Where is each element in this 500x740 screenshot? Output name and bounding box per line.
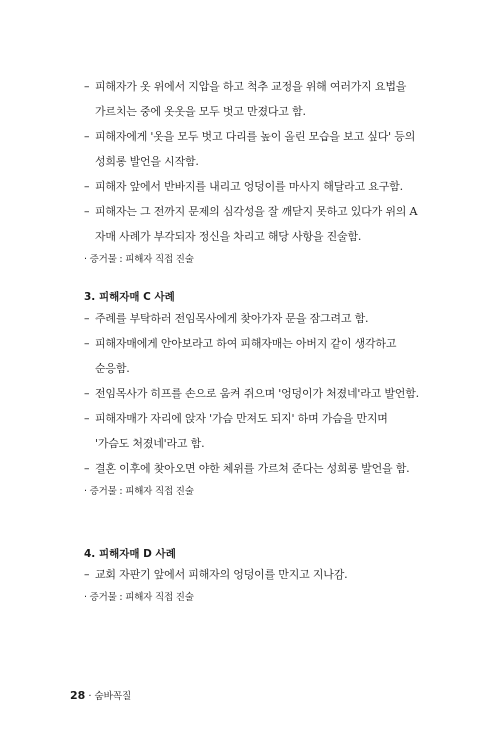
case-c-section — [84, 306, 424, 502]
item-text: 피해자는 그 전까지 문제의 심각성을 잘 깨닫지 못하고 있다가 위의 A 자매 사례가 부각되자 정신을 차리고 해당 사항을 진술함. — [95, 205, 418, 243]
item-text: 교회 자판기 앞에서 피해자의 엉덩이를 만지고 지나감. — [95, 568, 348, 581]
item-text: 피해자매에게 안아보라고 하여 피해자매는 아버지 같이 생각하고 순응함. — [95, 337, 397, 375]
page-number: 28 — [70, 689, 86, 702]
item-text: 피해자매가 자리에 앉자 '가슴 만져도 되지' 하며 가슴을 만지며 '가슴도 처졌네'라고 함. — [95, 412, 388, 450]
evidence-note: · 증거물 : 피해자 직접 진술 — [84, 486, 194, 497]
list-item — [84, 74, 424, 124]
item-text: 피해자에게 '옷을 모두 벗고 다리를 높이 올린 모습을 보고 싶다' 등의 성희롱 발언을 시작함. — [95, 130, 416, 168]
item-text: 전임목사가 히프를 손으로 움켜 쥐으며 '엉덩이가 처졌네'라고 발언함. — [95, 387, 419, 400]
dash-bullet: – — [84, 387, 90, 400]
book-title: 숨바꼭질 — [94, 691, 132, 702]
dash-bullet: – — [84, 412, 90, 425]
section-heading-case-c: 3. 피해자매 C 사례 — [84, 291, 175, 303]
dash-bullet: – — [84, 130, 90, 143]
case-d-section — [84, 562, 424, 608]
dash-bullet: – — [84, 568, 90, 581]
dash-bullet: – — [84, 462, 90, 475]
list-item — [84, 199, 424, 249]
list-item — [84, 562, 424, 587]
dash-bullet: – — [84, 205, 90, 218]
item-text: 피해자 앞에서 반바지를 내리고 엉덩이를 마사지 해달라고 요구함. — [95, 180, 403, 193]
evidence-note: · 증거물 : 피해자 직접 진술 — [84, 254, 194, 265]
list-item — [84, 381, 424, 406]
item-text: 주례를 부탁하러 전임목사에게 찾아가자 문을 잠그려고 함. — [95, 312, 369, 325]
list-item — [84, 124, 424, 174]
item-text: 결혼 이후에 찾아오면 야한 체위를 가르쳐 준다는 성희롱 발언을 함. — [95, 462, 410, 475]
footer-separator: · — [88, 691, 92, 702]
case-b-section — [84, 74, 424, 270]
dash-bullet: – — [84, 337, 90, 350]
list-item — [84, 174, 424, 199]
list-item — [84, 456, 424, 481]
dash-bullet: – — [84, 180, 90, 193]
dash-bullet: – — [84, 312, 90, 325]
list-item — [84, 306, 424, 331]
page-footer — [70, 688, 131, 702]
list-item — [84, 331, 424, 381]
list-item — [84, 406, 424, 456]
evidence-note: · 증거물 : 피해자 직접 진술 — [84, 592, 194, 603]
section-heading-case-d: 4. 피해자매 D 사례 — [84, 548, 176, 560]
dash-bullet: – — [84, 80, 90, 93]
item-text: 피해자가 옷 위에서 지압을 하고 척추 교정을 위해 여러가지 요법을 가르치는 중에 옷옷을 모두 벗고 만졌다고 함. — [95, 80, 407, 118]
